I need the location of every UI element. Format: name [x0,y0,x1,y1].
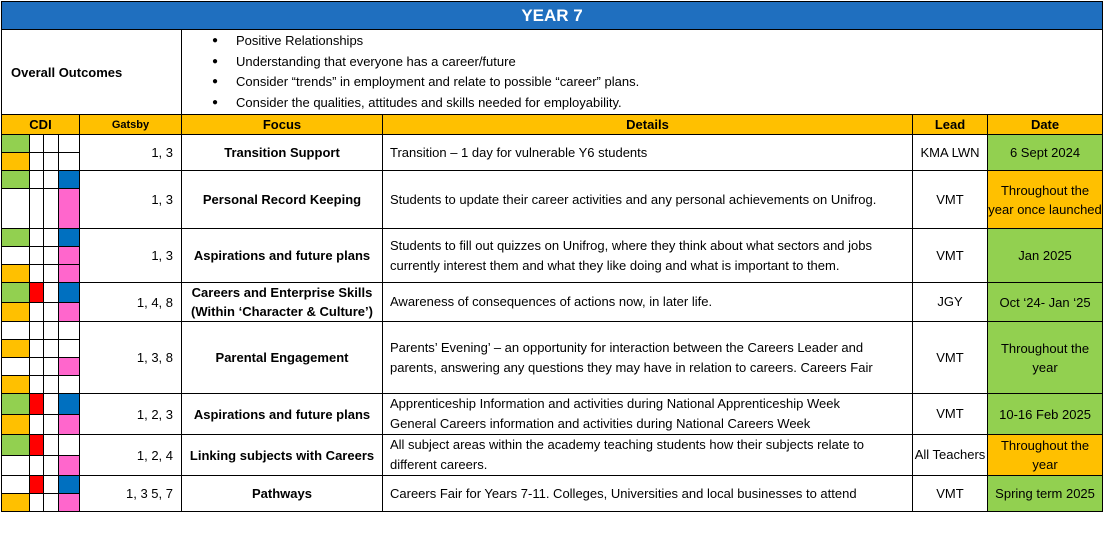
lead-cell: VMT [913,171,988,229]
cdi-marker [59,358,80,376]
focus-cell: Aspirations and future plans [182,394,383,435]
details-cell: Awareness of consequences of actions now, in later life. [383,283,913,322]
lead-cell: JGY [913,283,988,322]
date-cell: Oct ‘24- Jan ‘25 [988,283,1103,322]
overall-outcomes-list [182,30,1103,115]
focus-cell: Aspirations and future plans [182,229,383,283]
lead-cell: VMT [913,229,988,283]
focus-cell: Pathways [182,476,383,512]
gatsby-cell: 1, 3 [80,135,182,171]
gatsby-cell: 1, 3, 8 [80,322,182,394]
table-row [2,394,1103,415]
outcome-item: ● Understanding that everyone has a career/future [212,52,1102,73]
table-row [2,476,1103,494]
cdi-marker [59,302,80,322]
year7-careers-table [1,1,1103,512]
date-cell: Throughout the year [988,435,1103,476]
details-line: Apprenticeship Information and activities during National Apprenticeship Week [390,396,840,411]
gatsby-cell: 1, 2, 3 [80,394,182,435]
details-cell: Students to fill out quizzes on Unifrog, where they think about what sectors and jobs currently interest them and what they like doing and what is important to them. [383,229,913,283]
outcome-item: ● Consider “trends” in employment and relate to possible “career” plans. [212,72,1102,93]
cdi-marker [30,394,44,415]
cdi-marker [2,302,30,322]
gatsby-cell: 1, 3 [80,229,182,283]
cdi-marker [59,229,80,247]
header-gatsby: Gatsby [80,115,182,135]
cdi-marker [2,494,30,512]
focus-cell: Personal Record Keeping [182,171,383,229]
cdi-marker [59,283,80,303]
table-row [2,322,1103,340]
details-line: General Careers information and activities during National Careers Week [390,416,811,431]
table-row [2,135,1103,153]
cdi-marker [59,476,80,494]
details-cell [383,394,913,435]
table-row [2,283,1103,303]
date-cell: 10-16 Feb 2025 [988,394,1103,435]
header-focus: Focus [182,115,383,135]
cdi-marker [59,394,80,415]
cdi-marker [59,247,80,265]
gatsby-cell: 1, 4, 8 [80,283,182,322]
details-cell: All subject areas within the academy teaching students how their subjects relate to different careers. [383,435,913,476]
date-cell: Throughout the year once launched [988,171,1103,229]
cdi-marker [59,171,80,189]
date-cell: Jan 2025 [988,229,1103,283]
cdi-marker [2,435,30,456]
cdi-marker [2,376,30,394]
lead-cell: VMT [913,322,988,394]
cdi-marker [30,435,44,456]
page-title: YEAR 7 [2,2,1103,30]
cdi-marker [2,394,30,415]
header-details: Details [383,115,913,135]
outcome-item: ● Consider the qualities, attitudes and skills needed for employability. [212,93,1102,114]
cdi-marker [30,476,44,494]
overall-outcomes-label: Overall Outcomes [2,30,182,115]
cdi-marker [2,283,30,303]
cdi-marker [2,229,30,247]
focus-cell: Linking subjects with Careers [182,435,383,476]
lead-cell: KMA LWN [913,135,988,171]
details-cell: Parents’ Evening’ – an opportunity for interaction between the Careers Leader and parents, answering any questions they may have in relation to careers. Careers Fair [383,322,913,394]
details-cell: Careers Fair for Years 7-11. Colleges, Universities and local businesses to attend [383,476,913,512]
cdi-marker [59,455,80,476]
date-cell: Spring term 2025 [988,476,1103,512]
cdi-marker [2,153,30,171]
outcome-item: ● Positive Relationships [212,31,1102,52]
cdi-marker [59,494,80,512]
header-lead: Lead [913,115,988,135]
cdi-marker [59,265,80,283]
cdi-marker [59,414,80,435]
table-row [2,229,1103,247]
cdi-marker [59,189,80,229]
gatsby-cell: 1, 2, 4 [80,435,182,476]
gatsby-cell: 1, 3 [80,171,182,229]
lead-cell: VMT [913,476,988,512]
lead-cell: All Teachers [913,435,988,476]
gatsby-cell: 1, 3 5, 7 [80,476,182,512]
table-row [2,435,1103,456]
focus-cell: Parental Engagement [182,322,383,394]
cdi-marker [2,171,30,189]
cdi-marker [30,283,44,303]
focus-cell: Careers and Enterprise Skills (Within ‘Character & Culture’) [182,283,383,322]
header-cdi: CDI [2,115,80,135]
cdi-marker [2,340,30,358]
cdi-marker [2,414,30,435]
date-cell: 6 Sept 2024 [988,135,1103,171]
date-cell: Throughout the year [988,322,1103,394]
lead-cell: VMT [913,394,988,435]
cdi-marker [2,135,30,153]
header-date: Date [988,115,1103,135]
details-cell: Students to update their career activities and any personal achievements on Unifrog. [383,171,913,229]
details-cell: Transition – 1 day for vulnerable Y6 students [383,135,913,171]
focus-cell: Transition Support [182,135,383,171]
cdi-marker [2,265,30,283]
table-row [2,171,1103,189]
